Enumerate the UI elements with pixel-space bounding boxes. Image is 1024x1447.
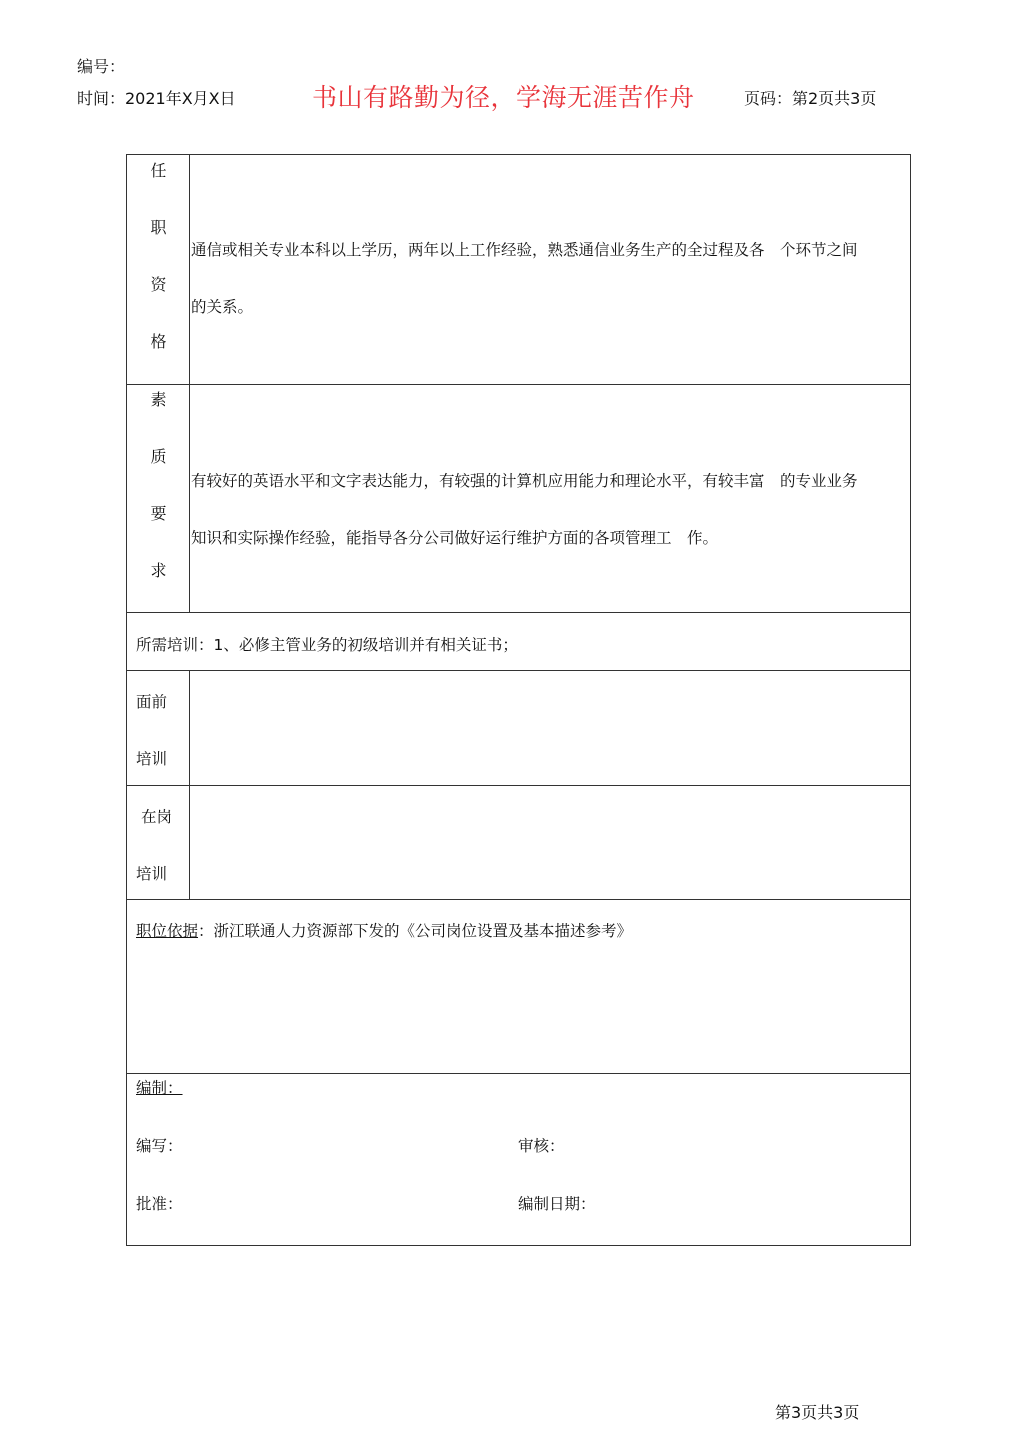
date-line: 时间：2021年X月X日 bbox=[77, 89, 236, 108]
qualification-text-line-2: 的关系。 bbox=[191, 298, 254, 316]
compile-title: 编制： bbox=[136, 1079, 183, 1097]
onjob-training-label-line-2: 培训 bbox=[136, 865, 168, 883]
quality-text-line-1: 有较好的英语水平和文字表达能力，有较强的计算机应用能力和理论水平，有较丰富 的专业业务 bbox=[191, 472, 858, 490]
qualification-text bbox=[191, 222, 910, 336]
pre-training-label-line-1: 面前 bbox=[136, 693, 168, 711]
qualification-char-2: 职 bbox=[150, 218, 167, 237]
pre-training-label-line-2: 培训 bbox=[136, 750, 168, 768]
qualification-text-line-1: 通信或相关专业本科以上学历，两年以上工作经验，熟悉通信业务生产的全过程及各 个环节之间 bbox=[191, 241, 858, 259]
quality-char-3: 要 bbox=[150, 504, 167, 523]
job-basis-text bbox=[136, 919, 632, 941]
compile-date-label: 编制日期： bbox=[518, 1195, 596, 1213]
approver-label: 批准： bbox=[136, 1195, 183, 1213]
quality-label bbox=[127, 385, 190, 612]
job-basis-row bbox=[127, 900, 910, 1074]
pre-training-label bbox=[127, 671, 190, 785]
qualification-row bbox=[127, 155, 910, 385]
training-required-text: 所需培训：1、必修主管业务的初级培训并有相关证书； bbox=[136, 636, 518, 654]
qualification-char-4: 格 bbox=[150, 332, 167, 351]
quality-char-1: 素 bbox=[150, 390, 167, 409]
onjob-training-label-line-1: 在岗 bbox=[141, 808, 173, 826]
qualification-label bbox=[127, 155, 190, 384]
quality-char-4: 求 bbox=[150, 561, 167, 580]
quality-text-line-2: 知识和实际操作经验，能指导各分公司做好运行维护方面的各项管理工 作。 bbox=[191, 529, 719, 547]
quality-char-2: 质 bbox=[150, 447, 167, 466]
qualification-char-3: 资 bbox=[150, 275, 167, 294]
training-required-row bbox=[127, 613, 910, 671]
job-description-table bbox=[126, 154, 911, 1246]
page-number-header: 页码：第2页共3页 bbox=[744, 89, 877, 108]
onjob-training-label bbox=[127, 786, 190, 899]
job-basis-label: 职位依据 bbox=[136, 922, 199, 940]
qualification-char-1: 任 bbox=[150, 161, 167, 180]
writer-label: 编写： bbox=[136, 1137, 183, 1155]
page-number-footer: 第3页共3页 bbox=[775, 1403, 860, 1422]
reviewer-label: 审核： bbox=[518, 1137, 565, 1155]
compile-row bbox=[127, 1074, 910, 1246]
quality-text bbox=[191, 453, 910, 567]
motto-heading: 书山有路勤为径，学海无涯苦作舟 bbox=[312, 83, 695, 112]
onjob-training-row bbox=[127, 786, 910, 900]
quality-row bbox=[127, 385, 910, 613]
serial-number-label: 编号： bbox=[77, 57, 126, 76]
job-basis-value: ：浙江联通人力资源部下发的《公司岗位设置及基本描述参考》 bbox=[198, 922, 633, 940]
pre-training-row bbox=[127, 671, 910, 786]
